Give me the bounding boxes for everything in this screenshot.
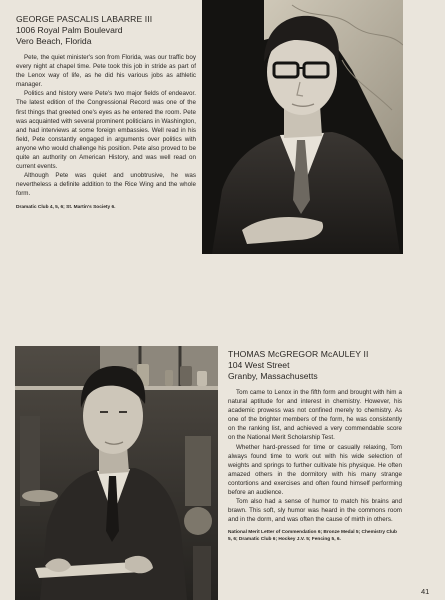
- bio-paragraph: Politics and history were Pete's two major fields of endeavor. The latest edition of the Congressional Record was one of the first things that greeted one's eyes as he entered the room. Pete was acquainted with several prominent politicians in Washington, and had interviews at some foreign embassies. Well read in his field, Pete constantly engaged in arguments over politics with anyone who would challenge his position. Pete also proved to be quite an authority on American History, and was well read on current events.: [16, 90, 196, 171]
- bio-paragraph: Pete, the quiet minister's son from Florida, was our traffic boy every night at chapel time. Pete took this job in stride as part of the Lenox way of life, as he did his various jobs as athletic manager.: [16, 54, 196, 89]
- portrait-image: [15, 346, 218, 600]
- address-line-2: Vero Beach, Florida: [16, 36, 92, 46]
- portrait-photo-mcauley: [15, 346, 218, 600]
- activities: National Merit Letter of Commendation 6; Bronze Medal 5; Chemistry Club 5, 6; Dramatic Club 6; Hockey J.V. 5; Fencing 5, 6.: [228, 530, 397, 543]
- address-line-1: 1006 Royal Palm Boulevard: [16, 25, 123, 35]
- portrait-photo-labarre: [202, 0, 403, 254]
- biography: [16, 53, 196, 199]
- bio-paragraph: Tom came to Lenox in the fifth form and brought with him a natural aptitude for and interest in chemistry. However, his academic prowess was not confined merely to chemistry. As one of the brighter members of the form, he was consistently on the ranking list, and achieved a very commendable score on the National Merit Scholarship Test.: [228, 389, 402, 442]
- entry-labarre: [16, 14, 196, 211]
- student-name: GEORGE PASCALIS LABARRE III: [16, 14, 153, 24]
- student-name: THOMAS McGREGOR McAULEY II: [228, 349, 369, 359]
- bio-paragraph: Although Pete was quiet and unobtrusive, he was nevertheless a definite addition to the Rice Wing and the whole form.: [16, 172, 196, 198]
- address-line-2: Granby, Massachusetts: [228, 371, 318, 381]
- address-line-1: 104 West Street: [228, 360, 290, 370]
- bio-paragraph: Whether hard-pressed for time or casually relaxing, Tom always found time to work out with his wide selection of weights and springs to further cultivate his physique. He often amazed others in the dormitory with his many strange contortions and exercises and often found himself performing before an audience.: [228, 443, 402, 497]
- bio-paragraph: Tom also had a sense of humor to match his brains and brawn. This soft, sly humor was heard in the commons room and in the dorm, and was often the cause of mirth in others.: [228, 498, 402, 524]
- entry-mcauley: [228, 349, 402, 543]
- portrait-image: [202, 0, 403, 254]
- page-number: 41: [421, 587, 430, 596]
- biography: [228, 388, 402, 524]
- activities: Dramatic Club 4, 5, 6; St. Martin's Society 6.: [16, 204, 116, 210]
